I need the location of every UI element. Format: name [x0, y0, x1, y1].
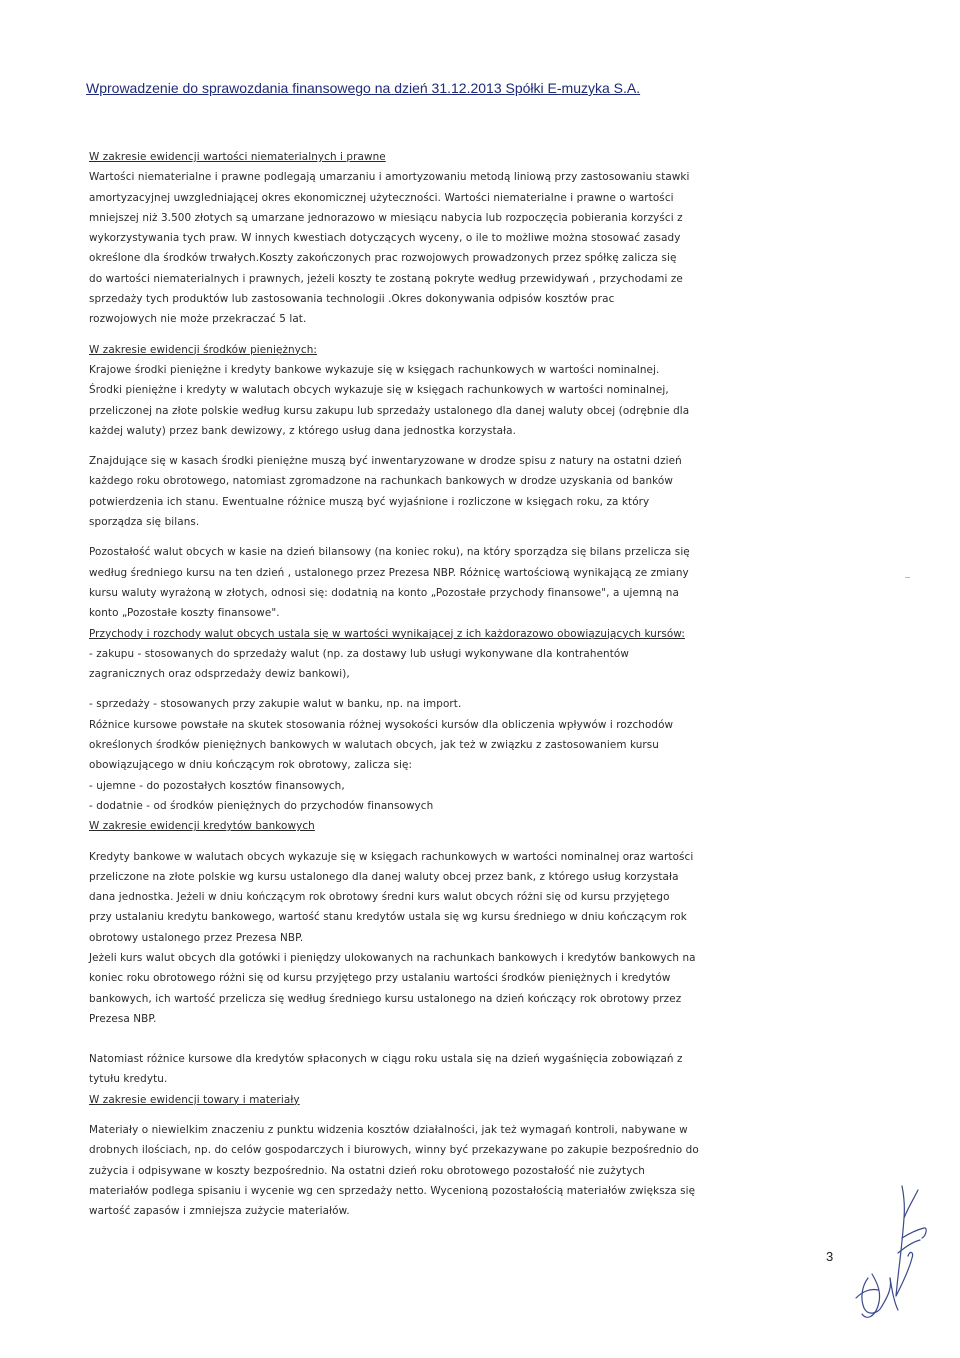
list-item: - ujemne - do pozostałych kosztów finansowych,: [89, 779, 345, 792]
section-cash-inventory-paragraph: [89, 451, 729, 532]
paragraph-line: Materiały o niewielkim znaczeniu z punktu widzenia kosztów działalności, jak też wymagań kontroli, nabywane w: [89, 1124, 688, 1137]
paragraph-line: według średniego kursu na ten dzień , ustalonego przez Prezesa NBP. Różnicę wartościową wynikającą ze zmiany: [89, 566, 689, 579]
section-cash-text: [89, 360, 729, 441]
paragraph-line: Wartości niematerialne i prawne podlegają umarzaniu i amortyzowaniu metodą liniową przy zastosowaniu stawki: [89, 171, 690, 184]
section-credits-closing-paragraph: [89, 1049, 729, 1090]
fx-rules-list: [89, 644, 729, 715]
paragraph-line: każdego roku obrotowego, natomiast zgromadzone na rachunkach bankowych w drodze uzyskania od banków: [89, 475, 673, 488]
paragraph-line: przeliczone na złote polskie wg kursu ustalonego dla danej waluty obcej przez bank, z którego usług korzystała: [89, 870, 679, 883]
paragraph-line: zużycia i odpisywane w koszty bezpośrednio. Na ostatni dzień roku obrotowego pozostałość nie zużytych: [89, 1164, 645, 1177]
paragraph-line: koniec roku obrotowego różni się od kursu przyjętego przy ustalaniu wartości środków pieniężnych i kredytów: [89, 972, 671, 985]
paragraph-line: przy ustalaniu kredytu bankowego, wartość stanu kredytów ustala się wg kursu średniego w dniu kończącym rok: [89, 911, 687, 924]
section-heading-goods: W zakresie ewidencji towary i materiały: [89, 1093, 300, 1106]
section-heading-intangible: W zakresie ewidencji wartości niematerialnych i prawne: [89, 151, 386, 163]
paragraph-line: bankowych, ich wartość przelicza się według średniego kursu ustalonego na dzień kończący rok obrotowy przez: [89, 992, 682, 1005]
fx-rules-heading: Przychody i rozchody walut obcych ustala się w wartości wynikającej z ich każdorazowo obowiązujących kursów:: [89, 627, 685, 640]
fx-differences-paragraph: [89, 715, 729, 816]
paragraph-line: materiałów podlega spisaniu i wycenie wg cen sprzedaży netto. Wycenioną pozostałością materiałów zwiększa się: [89, 1184, 696, 1197]
paragraph-line: drobnych ilościach, np. do celów gospodarczych i biurowych, winny być przekazywane po zakupie bezpośrednio do: [89, 1144, 699, 1157]
paragraph-line: Różnice kursowe powstałe na skutek stosowania różnej wysokości kursów dla obliczenia wpływów i rozchodów: [89, 718, 674, 731]
paragraph-line: Jeżeli kurs walut obcych dla gotówki i pieniędzy ulokowanych na rachunkach bankowych i kredytów bankowych na: [89, 951, 696, 964]
paragraph-line: określone dla środków trwałych.Koszty zakończonych prac rozwojowych prowadzonych przez spółkę zalicza się: [89, 252, 677, 265]
paragraph-line: Natomiast różnice kursowe dla kredytów spłaconych w ciągu roku ustala się na dzień wygaśnięcia zobowiązań z: [89, 1053, 683, 1066]
paragraph-line: sprzedaży tych produktów lub zastosowania technologii .Okres dokonywania odpisów kosztów prac: [89, 293, 615, 306]
handwritten-signature: [838, 1178, 948, 1328]
paragraph-line: każdej waluty) przez bank dewizowy, z którego usług dana jednostka korzystała.: [89, 424, 517, 437]
list-item: zagranicznych oraz odsprzedaży dewiz bankowi),: [89, 668, 350, 681]
paragraph-line: rozwojowych nie może przekraczać 5 lat.: [89, 313, 307, 326]
section-heading-cash: W zakresie ewidencji środków pieniężnych:: [89, 343, 318, 356]
paragraph-line: potwierdzenia ich stanu. Ewentualne różnice muszą być wyjaśnione i rozliczone w księgach roku, za który: [89, 495, 650, 508]
section-credits-text: [89, 847, 729, 1030]
paragraph-line: konto „Pozostałe koszty finansowe".: [89, 607, 280, 620]
list-item: - dodatnie - od środków pieniężnych do przychodów finansowych: [89, 799, 434, 812]
paragraph-line: Prezesa NBP.: [89, 1012, 157, 1025]
list-item: - sprzedaży - stosowanych przy zakupie walut w banku, np. na import.: [89, 698, 462, 711]
list-item: - zakupu - stosowanych do sprzedaży walut (np. za dostawy lub usługi wykonywane dla kontrahentów: [89, 647, 629, 660]
paragraph-line: wykorzystywania tych praw. W innych kwestiach dotyczących wyceny, o ile to możliwe można stosować zasady: [89, 232, 681, 245]
paragraph-line: mniejszej niż 3.500 złotych są umarzane jednorazowo w miesiącu nabycia lub rozpoczęcia pobierania korzyści z: [89, 211, 683, 224]
paragraph-line: Pozostałość walut obcych w kasie na dzień bilansowy (na koniec roku), na który sporządza się bilans przelicza się: [89, 546, 690, 559]
paragraph-line: obrotowy ustalonego przez Prezesa NBP.: [89, 931, 304, 944]
paragraph-line: określonych środków pieniężnych bankowych w walutach obcych, jak też w związku z zastosowaniem kursu: [89, 739, 659, 752]
paragraph-line: przeliczonej na złote polskie według kursu zakupu lub sprzedaży ustalonego dla danej waluty obcej (odrębnie dla: [89, 404, 690, 417]
paragraph-line: Krajowe środki pieniężne i kredyty bankowe wykazuje się w księgach rachunkowych w wartości nominalnej.: [89, 363, 660, 376]
paragraph-line: sporządza się bilans.: [89, 516, 200, 529]
scan-speck: [905, 577, 910, 578]
page-title: Wprowadzenie do sprawozdania finansowego na dzień 31.12.2013 Spółki E-muzyka S.A.: [86, 80, 641, 96]
paragraph-line: Kredyty bankowe w walutach obcych wykazuje się w księgach rachunkowych w wartości nominalnej oraz wartości: [89, 850, 694, 863]
paragraph-line: dana jednostka. Jeżeli w dniu kończącym rok obrotowy średni kurs walut obcych różni się od kursu przyjętego: [89, 891, 670, 904]
section-cash-fx-paragraph: [89, 542, 729, 623]
paragraph-line: kursu waluty wyrażoną w złotych, odnosi się: dodatnią na konto „Pozostałe przychody finansowe", a ujemną na: [89, 586, 679, 599]
paragraph-line: amortyzacyjnej uwzgledniającej okres ekonomicznej użyteczności. Wartości niematerialne i prawne o wartości: [89, 191, 674, 204]
section-goods-text: [89, 1120, 729, 1221]
section-intangible-text: [89, 167, 729, 329]
section-heading-credits: W zakresie ewidencji kredytów bankowych: [89, 820, 315, 833]
paragraph-line: Środki pieniężne i kredyty w walutach obcych wykazuje się w księgach rachunkowych w wartości nominalnej,: [89, 384, 669, 397]
paragraph-line: wartość zapasów i zmniejsza zużycie materiałów.: [89, 1205, 350, 1218]
paragraph-line: obowiązującego w dniu kończącym rok obrotowy, zalicza się:: [89, 759, 413, 772]
page-number: 3: [826, 1249, 834, 1264]
document-body: [89, 147, 729, 1222]
paragraph-line: tytułu kredytu.: [89, 1073, 168, 1086]
paragraph-line: do wartości niematerialnych i prawnych, jeżeli koszty te zostaną pokryte według przewidywań , przychodami ze: [89, 272, 683, 285]
paragraph-line: Znajdujące się w kasach środki pieniężne muszą być inwentaryzowane w drodze spisu z natury na ostatni dzień: [89, 455, 682, 468]
